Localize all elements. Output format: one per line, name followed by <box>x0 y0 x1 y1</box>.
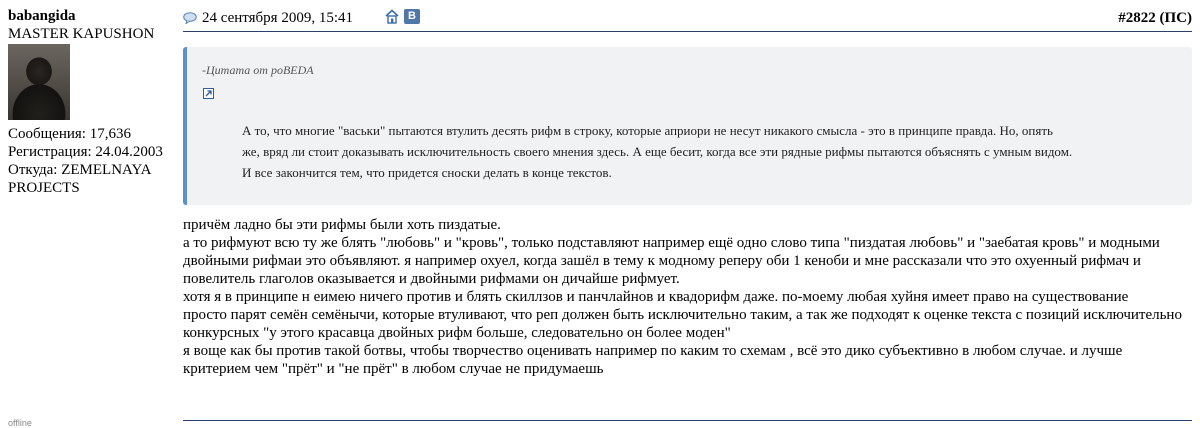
quote-line: А то, что многие "васьки" пытаются втулить десять рифм в строку, которые априори не несут никакого смысла - это в принципе правда. Но, опять <box>242 123 1053 138</box>
post-number[interactable]: #2822 (ПС) <box>1118 10 1192 26</box>
quote-text <box>242 120 1182 183</box>
comment-icon <box>183 12 197 24</box>
vk-icon[interactable]: В <box>404 9 420 24</box>
post-divider <box>183 420 1192 421</box>
post-body <box>183 216 1192 378</box>
post-header <box>183 9 1192 32</box>
quote-line: же, вряд ли стоит доказывать исключительность своего мнения здесь. А еще бесит, когда все эти рядные рифмы пытаются объяснять с умным видом. <box>242 144 1073 159</box>
post-paragraph: а то рифмуют всю ту же блять "любовь" и "кровь", только подставляют например ещё одно слово типа "пиздатая любовь" и "заебатая кровь" и модными двойными рифмаи это объявляют. я например охуел, когда зашёл в тему к модному реперу оби 1 кеноби и мне рассказали что это охуенный рифмач и повелитель глаголов оказывается и двойными рифмами он дичайше рифмует. <box>183 235 1160 287</box>
user-location: Откуда: ZEMELNAYA PROJECTS <box>8 162 151 196</box>
user-info <box>8 7 178 197</box>
user-title: MASTER KAPUSHON <box>8 26 155 42</box>
avatar[interactable] <box>8 44 70 120</box>
post-paragraph: просто парят семён семёнычи, которые втуливают, что реп должен быть исключительно таким, а так же подходят к оценке текста с позиций исключительно конкурсных "у этого красавца двойных рифм больше, следовательно он более моден" <box>183 307 1182 341</box>
online-status: offline <box>8 418 32 428</box>
home-icon[interactable] <box>385 9 399 24</box>
quote-line: И все закончится тем, что придется сноски делать в конце текстов. <box>242 165 612 180</box>
post-paragraph: причём ладно бы эти рифмы были хоть пиздатые. <box>183 217 501 233</box>
user-post-count: Сообщения: 17,636 <box>8 126 131 142</box>
post-paragraph: хотя я в принципе н еимею ничего против и блять скиллзов и панчлайнов и квадорифм даже. по-моему любая хуйня имеет право на существование <box>183 289 1129 305</box>
username[interactable]: babangida <box>8 8 76 24</box>
user-registration-date: Регистрация: 24.04.2003 <box>8 144 163 160</box>
quote-block <box>183 47 1192 205</box>
quote-author: -Цитата от poBEDA <box>202 63 314 77</box>
go-to-post-icon[interactable] <box>203 88 214 99</box>
post-paragraph: я воще как бы против такой ботвы, чтобы творчество оценивать например по каким то схемам , всё это дико субъективно в любом случае. и лучше критерием чем "прёт" и "не прёт" в любом случае не придумаешь <box>183 343 1123 377</box>
post-date: 24 сентября 2009, 15:41 <box>202 10 353 26</box>
